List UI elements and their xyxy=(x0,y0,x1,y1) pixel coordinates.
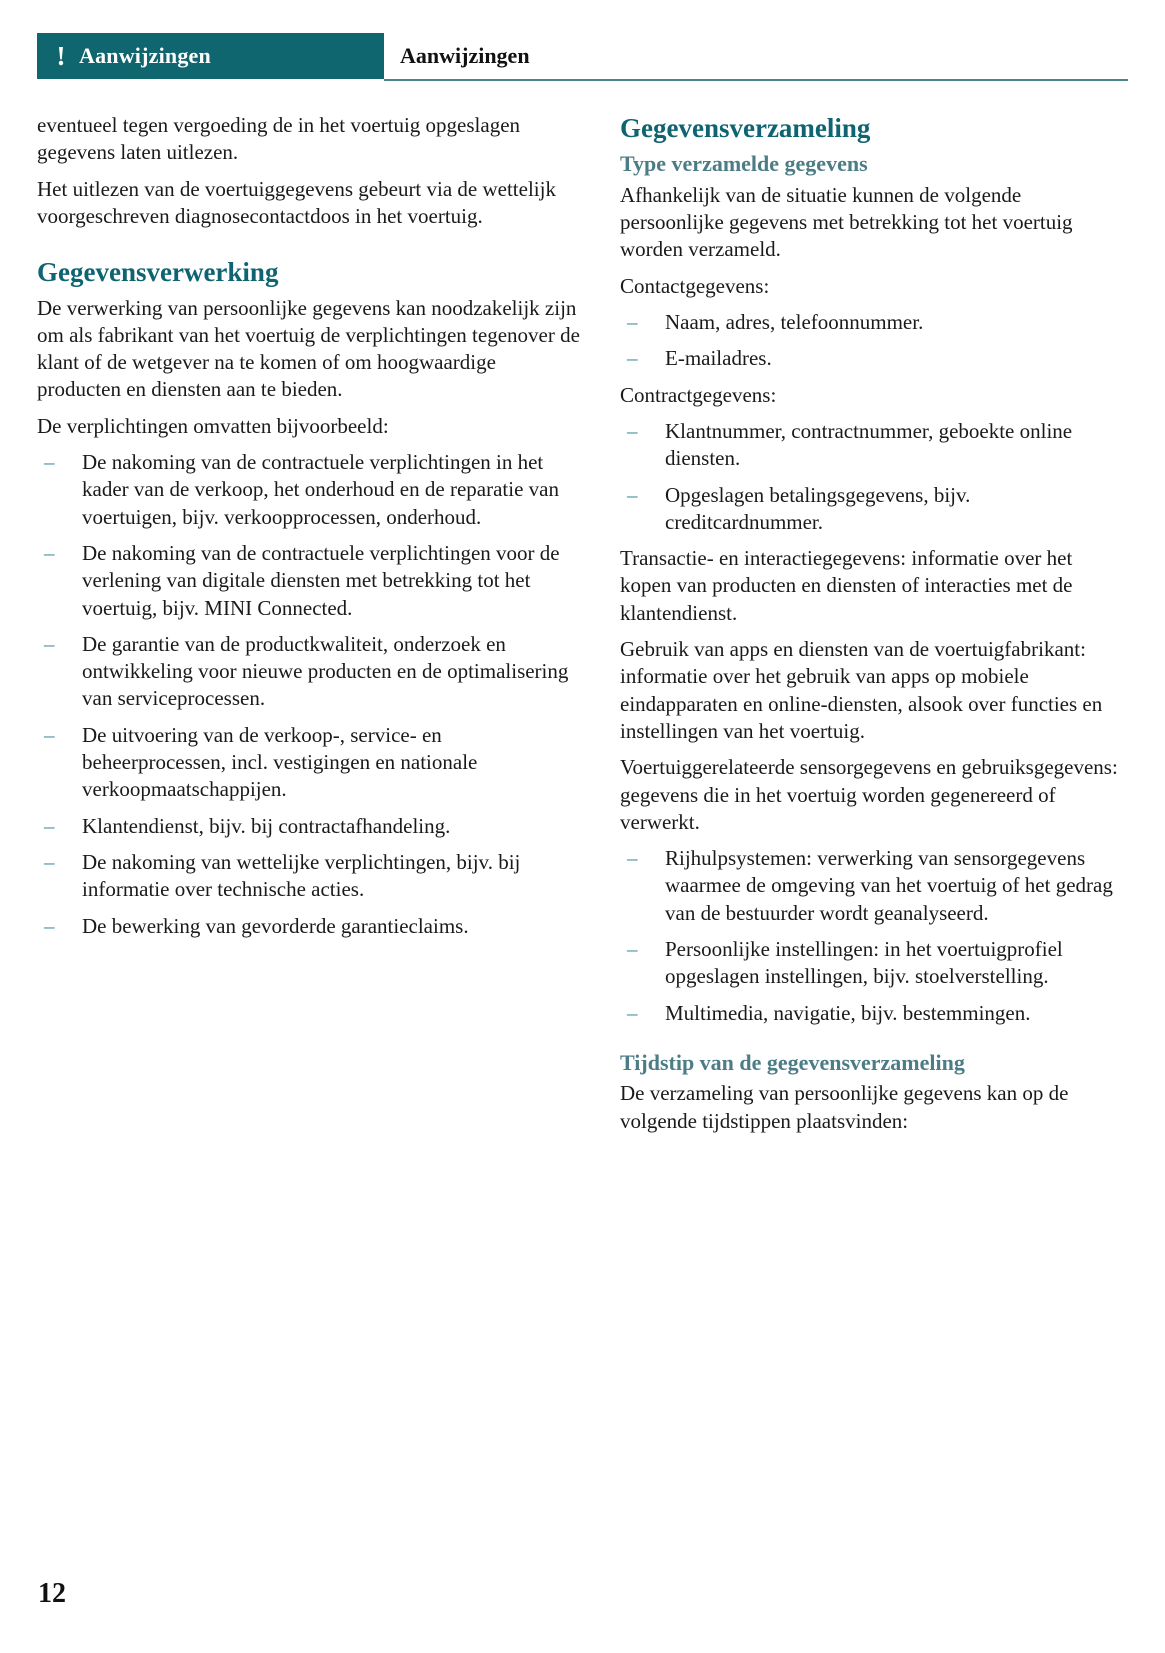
list-item-text: De nakoming van wettelijke verplichtingen, bijv. bij informatie over technische acties. xyxy=(82,849,521,902)
list-item xyxy=(37,849,582,904)
list-item-text: Persoonlijke instellingen: in het voertuigprofiel opgeslagen instellingen, bijv. stoelverstelling. xyxy=(665,937,1063,989)
dash-bullet-icon: – xyxy=(627,346,638,371)
paragraph: Transactie- en interactiegegevens: informatie over het kopen van producten en diensten of interacties met de klantendienst. xyxy=(620,546,1073,625)
left-column xyxy=(37,112,582,1144)
header-divider-rule xyxy=(384,79,1128,81)
page-header xyxy=(37,33,1128,83)
paragraph: De verplichtingen omvatten bijvoorbeeld: xyxy=(37,413,389,438)
dash-bullet-icon: – xyxy=(44,631,55,656)
dash-bullet-icon: – xyxy=(627,846,638,871)
list-item xyxy=(37,449,582,531)
paragraph: Het uitlezen van de voertuiggegevens gebeurt via de wettelijk voorgeschreven diagnosecontactdoos in het voertuig. xyxy=(37,176,556,228)
sensor-data-list xyxy=(620,845,1120,1027)
right-column xyxy=(620,112,1120,1144)
paragraph: Afhankelijk van de situatie kunnen de volgende persoonlijke gegevens met betrekking tot het voertuig worden verzameld. xyxy=(620,182,1073,262)
list-item xyxy=(620,936,1120,991)
dash-bullet-icon: – xyxy=(627,418,638,443)
list-item-text: De bewerking van gevorderde garantieclaims. xyxy=(82,913,469,938)
list-item-text: De garantie van de productkwaliteit, onderzoek en ontwikkeling voor nieuwe producten en de optimalisering van serviceprocessen. xyxy=(82,631,569,711)
page-columns xyxy=(0,112,1165,1144)
label-contactgegevens: Contactgegevens: xyxy=(620,273,770,298)
list-item xyxy=(37,540,582,622)
list-item xyxy=(620,345,1120,372)
list-item xyxy=(620,309,1120,336)
dash-bullet-icon: – xyxy=(44,540,55,565)
dash-bullet-icon: – xyxy=(627,1000,638,1025)
list-item xyxy=(620,482,1120,537)
list-item-text: E-mailadres. xyxy=(665,346,772,371)
paragraph: Gebruik van apps en diensten van de voertuigfabrikant: informatie over het gebruik van apps op mobiele eindapparaten en online-diensten, alsook over functies en instellingen van het voertuig. xyxy=(620,637,1103,743)
page-number: 12 xyxy=(38,1578,66,1609)
dash-bullet-icon: – xyxy=(627,937,638,962)
list-item xyxy=(620,418,1120,473)
list-item-text: Klantendienst, bijv. bij contractafhandeling. xyxy=(82,813,451,838)
list-item-text: Rijhulpsystemen: verwerking van sensorgegevens waarmee de omgeving van het voertuig of het gedrag van de bestuurder wordt geanalyseerd. xyxy=(665,846,1113,925)
dash-bullet-icon: – xyxy=(44,913,55,938)
header-tab-label: Aanwijzingen xyxy=(79,43,211,68)
header-section-tab xyxy=(37,33,384,79)
contract-data-list xyxy=(620,418,1120,536)
list-item xyxy=(37,813,582,840)
list-item xyxy=(37,631,582,713)
list-item-text: De nakoming van de contractuele verplichtingen in het kader van de verkoop, het onderhoud en de reparatie van voertuigen, bijv. verkoopprocessen, onderhoud. xyxy=(82,450,559,529)
list-item-text: Klantnummer, contractnummer, geboekte online diensten. xyxy=(665,418,1073,471)
dash-bullet-icon: – xyxy=(627,482,638,507)
list-item-text: Multimedia, navigatie, bijv. bestemmingen. xyxy=(665,1000,1031,1025)
label-contractgegevens: Contractgegevens: xyxy=(620,382,777,407)
header-chapter-title: Aanwijzingen xyxy=(400,43,530,68)
list-item-text: De uitvoering van de verkoop-, service- en beheerprocessen, incl. vestigingen en nationale verkoopmaatschappijen. xyxy=(82,722,478,802)
list-item-text: Naam, adres, telefoonnummer. xyxy=(665,310,924,335)
paragraph: eventueel tegen vergoeding de in het voertuig opgeslagen gegevens laten uitlezen. xyxy=(37,113,521,165)
list-item xyxy=(620,845,1120,927)
subsection-heading-type-verzamelde-gegevens: Type verzamelde gegevens xyxy=(620,151,868,177)
section-heading-gegevensverwerking: Gegevensverwerking xyxy=(37,257,279,288)
contact-data-list xyxy=(620,309,1120,373)
dash-bullet-icon: – xyxy=(627,310,638,335)
section-heading-gegevensverzameling: Gegevensverzameling xyxy=(620,113,871,143)
obligations-list xyxy=(37,449,582,940)
dash-bullet-icon: – xyxy=(44,450,55,475)
dash-bullet-icon: – xyxy=(44,849,55,874)
paragraph: De verzameling van persoonlijke gegevens kan op de volgende tijdstippen plaatsvinden: xyxy=(620,1081,1069,1133)
list-item xyxy=(37,913,582,940)
paragraph: De verwerking van persoonlijke gegevens kan noodzakelijk zijn om als fabrikant van het voertuig de verplichtingen tegenover de klant of de wetgever na te komen of om hoogwaardige producten en diensten aan te bieden. xyxy=(37,295,580,402)
dash-bullet-icon: – xyxy=(44,722,55,747)
list-item xyxy=(620,1000,1120,1027)
list-item-text: De nakoming van de contractuele verplichtingen voor de verlening van digitale diensten met betrekking tot het voertuig, bijv. MINI Connected. xyxy=(82,540,560,620)
dash-bullet-icon: – xyxy=(44,813,55,838)
subsection-heading-tijdstip: Tijdstip van de gegevensverzameling xyxy=(620,1049,965,1075)
list-item-text: Opgeslagen betalingsgegevens, bijv. creditcardnummer. xyxy=(665,482,971,534)
paragraph: Voertuiggerelateerde sensorgegevens en gebruiksgegevens: gegevens die in het voertuig worden gegenereerd of verwerkt. xyxy=(620,755,1118,834)
list-item xyxy=(37,722,582,804)
exclamation-mark-icon: ! xyxy=(56,40,66,71)
